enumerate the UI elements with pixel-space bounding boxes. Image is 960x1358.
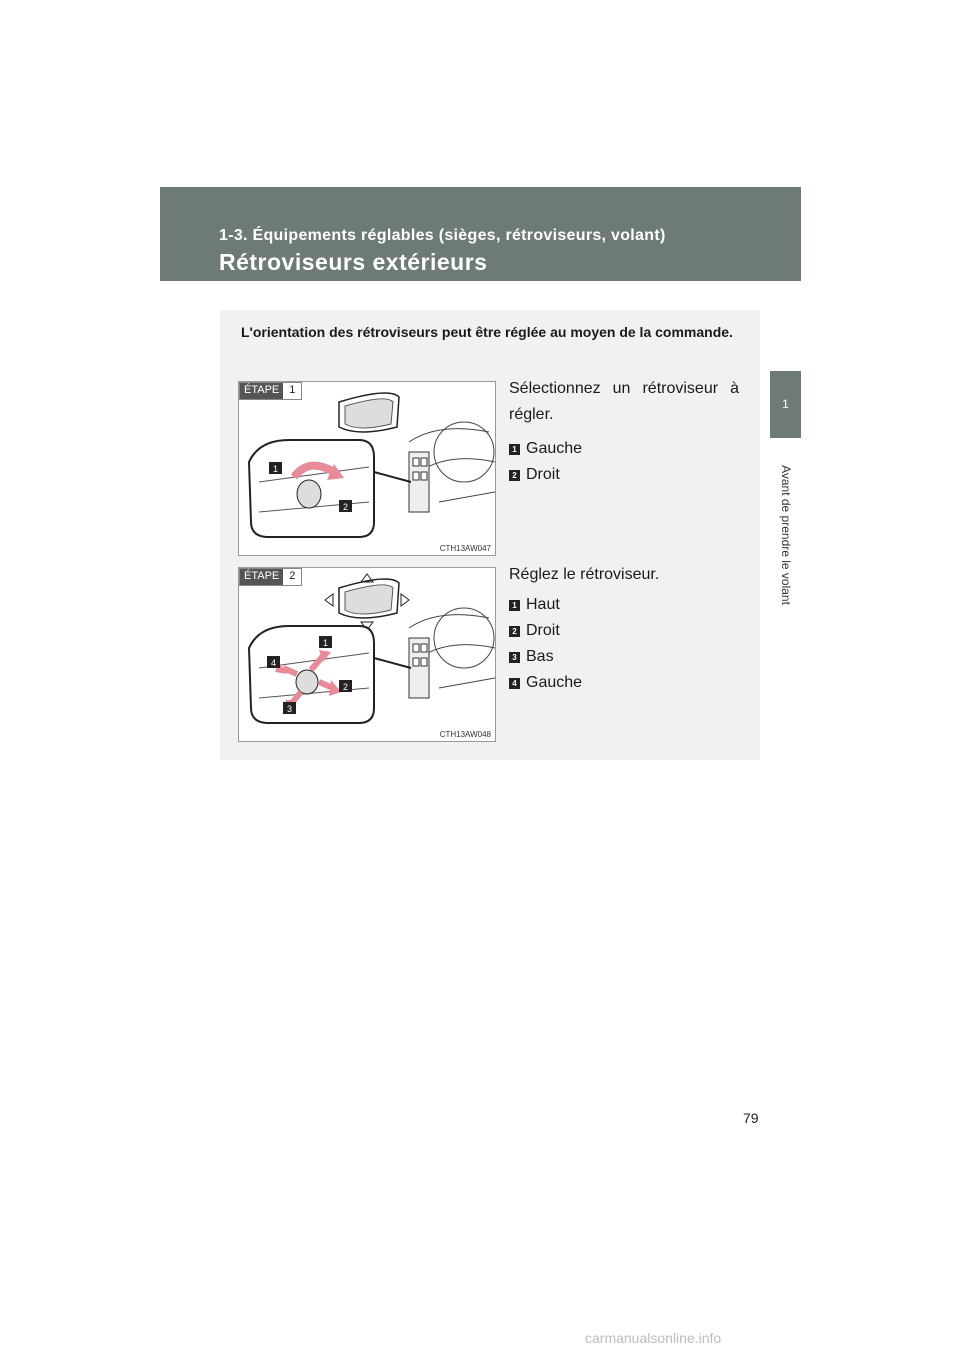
svg-text:2: 2 xyxy=(343,682,349,692)
chapter-label xyxy=(766,450,806,620)
step2-illustration xyxy=(238,567,496,742)
step2-option-3 xyxy=(509,644,739,670)
step2-option-3-marker: 3 xyxy=(509,652,520,663)
step1-option-2-label: Droit xyxy=(526,466,560,483)
footer-watermark[interactable]: carmanualsonline.info xyxy=(585,1330,722,1346)
chapter-label-text: Avant de prendre le volant xyxy=(779,465,793,605)
step1-option-2 xyxy=(509,462,739,488)
step2-badge xyxy=(239,568,302,586)
step2-option-1-marker: 1 xyxy=(509,600,520,611)
chapter-tab[interactable]: 1 xyxy=(770,371,801,438)
step1-option-1-marker: 1 xyxy=(509,444,520,455)
step1-text xyxy=(509,376,739,488)
step1-instruction: Sélectionnez un rétroviseur à régler. xyxy=(509,380,739,423)
page-number: 79 xyxy=(743,1110,759,1126)
step2-text xyxy=(509,562,739,696)
step1-badge-number: 1 xyxy=(289,384,296,396)
section-header xyxy=(160,187,801,281)
step1-figure-code: CTH13AW047 xyxy=(439,544,491,553)
page-title: Rétroviseurs extérieurs xyxy=(219,249,488,275)
step1-badge-label: ÉTAPE xyxy=(240,383,283,399)
step2-badge-number: 2 xyxy=(289,570,296,582)
step2-badge-label: ÉTAPE xyxy=(240,569,283,585)
step2-option-2 xyxy=(509,618,739,644)
svg-text:3: 3 xyxy=(287,704,293,714)
mirror-switch-drawing-1 xyxy=(239,382,495,555)
step2-figure-code: CTH13AW048 xyxy=(439,730,491,739)
section-title: 1-3. Équipements réglables (sièges, rétroviseurs, volant) xyxy=(219,227,666,244)
step1-illustration xyxy=(238,381,496,556)
step2-option-1-label: Haut xyxy=(526,596,560,613)
svg-text:2: 2 xyxy=(343,502,349,512)
step2-option-4 xyxy=(509,670,739,696)
step1-option-1-label: Gauche xyxy=(526,440,583,457)
step1-badge xyxy=(239,382,302,400)
step2-option-2-marker: 2 xyxy=(509,626,520,637)
svg-text:1: 1 xyxy=(323,638,329,648)
step2-option-1 xyxy=(509,592,739,618)
intro-text: L'orientation des rétroviseurs peut être réglée au moyen de la commande. xyxy=(241,324,733,340)
step1-option-2-marker: 2 xyxy=(509,470,520,481)
step2-option-3-label: Bas xyxy=(526,648,554,665)
svg-text:4: 4 xyxy=(271,658,277,668)
svg-text:1: 1 xyxy=(273,464,279,474)
step1-option-1 xyxy=(509,436,739,462)
step2-instruction: Réglez le rétroviseur. xyxy=(509,566,660,583)
step2-option-4-label: Gauche xyxy=(526,674,583,691)
step2-option-2-label: Droit xyxy=(526,622,560,639)
mirror-switch-drawing-2 xyxy=(239,568,495,741)
step2-option-4-marker: 4 xyxy=(509,678,520,689)
